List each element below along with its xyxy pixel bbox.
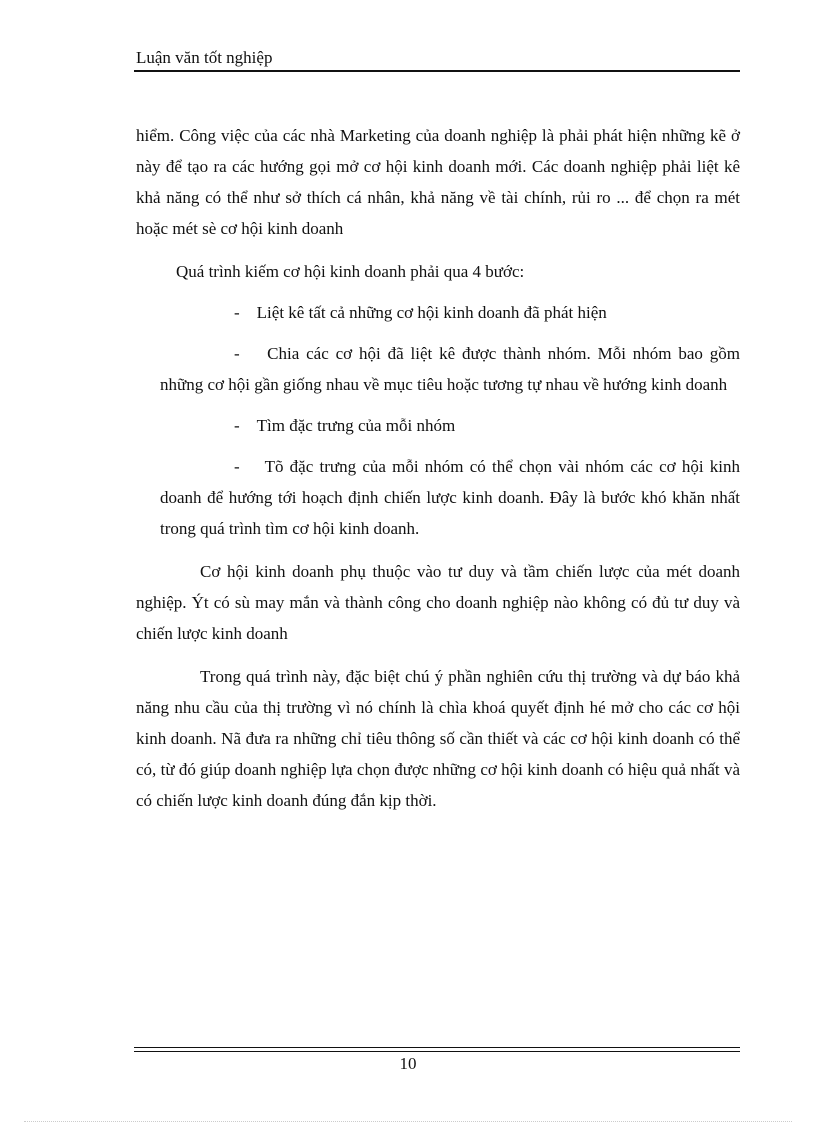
step-4-dash: -	[234, 457, 240, 476]
step-3	[136, 410, 740, 441]
step-2	[136, 338, 740, 400]
paragraph-research: Trong quá trình này, đặc biệt chú ý phần nghiên cứu thị trường và dự báo khả năng nhu cầu của thị trường vì nó chính là chìa khoá quyết định hé mở cho các cơ hội kinh doanh. Nã đưa ra những chỉ tiêu thông số cần thiết và các cơ hội kinh doanh có thể có, từ đó giúp doanh nghiệp lựa chọn được những cơ hội kinh doanh có hiệu quả nhất và có chiến lược kinh doanh đúng đắn kịp thời.	[136, 667, 740, 810]
step-2-dash: -	[234, 344, 240, 363]
footer-rule-bottom	[134, 1051, 740, 1052]
page-edge-dots	[24, 1121, 792, 1122]
paragraph-continuation: hiểm. Công việc của các nhà Marketing của doanh nghiệp là phải phát hiện những kẽ ở này để tạo ra các hướng gọi mở cơ hội kinh doanh mới. Các doanh nghiệp phải liệt kê khả năng có thể như sở thích cá nhân, khả năng về tài chính, rủi ro ... để chọn ra mét hoặc mét sè cơ hội kinh doanh	[136, 126, 740, 238]
paragraph-intro: Quá trình kiếm cơ hội kinh doanh phải qua 4 bước:	[176, 262, 525, 281]
step-4	[136, 451, 740, 544]
step-4-text: Tõ đặc trưng của mỗi nhóm có thể chọn vài nhóm các cơ hội kinh doanh để hướng tới hoạch định chiến lược kinh doanh. Đây là bước khó khăn nhất trong quá trình tìm cơ hội kinh doanh.	[160, 457, 741, 538]
paragraph-opportunity: Cơ hội kinh doanh phụ thuộc vào tư duy và tầm chiến lược của mét doanh nghiệp. Ýt có sù may mắn và thành công cho doanh nghiệp nào không có đủ tư duy và chiến lược kinh doanh	[136, 562, 740, 643]
header-rule	[134, 70, 740, 72]
step-1	[136, 297, 740, 328]
step-1-text: Liệt kê tất cả những cơ hội kinh doanh đã phát hiện	[256, 303, 607, 322]
step-1-dash: -	[234, 303, 240, 322]
document-body	[136, 120, 740, 816]
step-3-dash: -	[234, 416, 240, 435]
footer-rule-top	[134, 1047, 740, 1048]
step-2-text: Chia các cơ hội đã liệt kê được thành nhóm. Mỗi nhóm bao gồm những cơ hội gần giống nhau về mục tiêu hoặc tương tự nhau về hướng kinh doanh	[160, 344, 741, 394]
step-3-text: Tìm đặc trưng của mỗi nhóm	[256, 416, 456, 435]
header-title: Luận văn tốt nghiệp	[136, 48, 273, 67]
page-number: 10	[399, 1054, 417, 1073]
